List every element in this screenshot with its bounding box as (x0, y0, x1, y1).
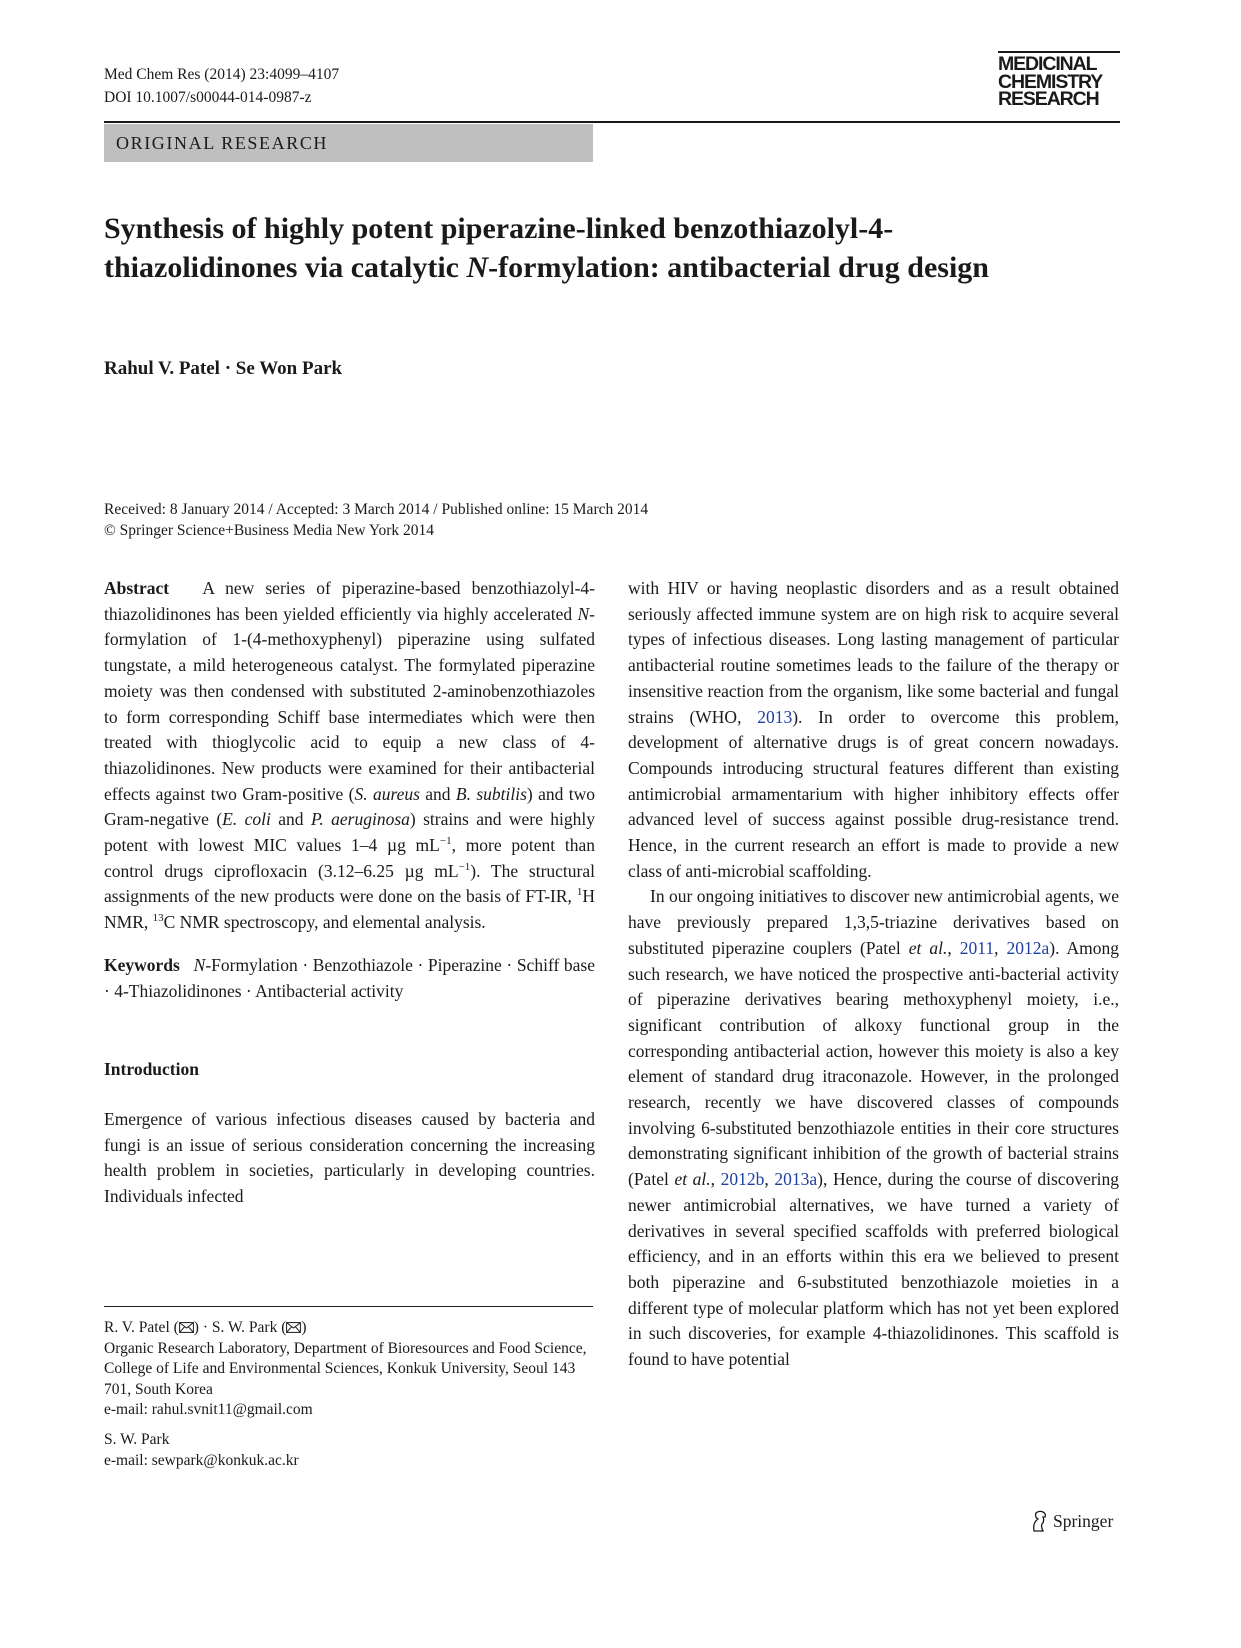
right-column (628, 576, 1119, 1373)
lab-address: Organic Research Laboratory, Department of Bioresources and Food Science, College of Life and Environmental Sciences, Konkuk University, Seoul 143 701, South Korea (104, 1339, 587, 1398)
dates-line: Received: 8 January 2014 / Accepted: 3 March 2014 / Published online: 15 March 2014 (104, 501, 649, 518)
logo-line-2: CHEMISTRY (998, 70, 1103, 93)
citation-link[interactable]: 2013 (757, 706, 793, 727)
article-title: Synthesis of highly potent piperazine-linked benzothiazolyl-4-thiazolidinones via catalytic N-formylation: antibacterial drug design (104, 212, 989, 284)
header-rule (104, 121, 1120, 123)
intro-paragraph-cont: with HIV or having neoplastic disorders and as a result obtained seriously affected immune system are on high risk to acquire several types of infectious diseases. Long lasting management of particular antibacterial routine sometimes leads to the failure of the therapy or insensitive reaction from the organism, like some bacterial and fungal strains (WHO, 2013). In order to overcome this problem, development of alternative drugs is of great concern nowadays. Compounds introducing structural features different than existing antimicrobial armamentarium with higher inhibitory effects offer advanced level of success against possible drug-resistance trend. Hence, in the current research an effort is made to provide a new class of anti-microbial scaffolding. (628, 578, 1119, 881)
keywords-label: Keywords (104, 954, 180, 975)
abstract-label: Abstract (104, 578, 170, 598)
email-1: e-mail: rahul.svnit11@gmail.com (104, 1401, 313, 1419)
keywords: Keywords N-Formylation · Benzothiazole · Piperazine · Schiff base · 4-Thiazolidinones · Antibacterial activity (104, 954, 595, 1001)
envelope-icon (179, 1322, 194, 1333)
doi-line: DOI 10.1007/s00044-014-0987-z (104, 89, 312, 106)
abstract: Abstract A new series of piperazine-based benzothiazolyl-4-thiazolidinones has been yielded efficiently via highly accelerated N-formylation of 1-(4-methoxyphenyl) piperazine using sulfated tungstate, a mild heterogeneous catalyst. The formylated piperazine moiety was then condensed with substituted 2-aminobenzothiazoles to form corresponding Schiff base intermediates which were then treated with thioglycolic acid to equip a new class of 4-thiazolidinones. New products were examined for their antibacterial effects against two Gram-positive (S. aureus and B. subtilis) and two Gram-negative (E. coli and P. aeruginosa) strains and were highly potent with lowest MIC values 1–4 µg $mL^{-1}$, more potent than control drugs ciprofloxacin (3.12–6.25 µg $mL^{-1}$). The structural assignments of the new products were done on the basis of FT-IR, $^1$H NMR, $^{13}$C NMR spectroscopy, and elemental analysis. (104, 578, 596, 933)
citation-link[interactable]: 2013a (774, 1169, 818, 1190)
publisher-name: Springer (1053, 1510, 1114, 1531)
citation-link[interactable]: 2012b (720, 1169, 765, 1190)
citation-link[interactable]: 2012a (1006, 937, 1050, 958)
intro-paragraph: Emergence of various infectious diseases caused by bacteria and fungi is an issue of serious consideration concerning the increasing health problem in societies, particularly in developing countries. Individuals infected (104, 1108, 595, 1207)
introduction-heading: Introduction (104, 1059, 199, 1080)
envelope-icon (286, 1322, 301, 1333)
journal-line: Med Chem Res (2014) 23:4099–4107 (104, 66, 340, 83)
springer-horse-icon (1030, 1510, 1048, 1532)
copyright-line: © Springer Science+Business Media New York 2014 (104, 522, 435, 539)
publisher-mark (1030, 1510, 1113, 1532)
logo-line-1: MEDICINAL (998, 53, 1097, 75)
corresponding-authors: R. V. Patel ( ) · S. W. Park ( ) (104, 1319, 307, 1336)
journal-logo (998, 51, 1120, 109)
journal-citation (104, 63, 339, 109)
authors: Rahul V. Patel · Se Won Park (104, 358, 343, 379)
citation-link[interactable]: 2011 (959, 937, 995, 958)
email-2: e-mail: sewpark@konkuk.ac.kr (104, 1451, 299, 1469)
affiliation (104, 1318, 595, 1471)
author-2-name: S. W. Park (104, 1430, 170, 1448)
section-banner: ORIGINAL RESEARCH (104, 124, 593, 162)
publication-dates (104, 499, 648, 541)
intro-paragraph-2: In our ongoing initiatives to discover new antimicrobial agents, we have previously prepared 1,3,5-triazine derivatives based on substituted piperazine couplers (Patel et al., 2011, 2012a). Among such research, we have noticed the prospective anti-bacterial activity of piperazine derivatives bearing methoxyphenyl moiety, i.e., significant contribution of alkoxy functional group in the corresponding antibacterial action, however this moiety is also a key element of standard drug itraconazole. However, in the prolonged research, recently we have discovered classes of compounds involving 6-substituted benzothiazole entities in their core structures demonstrating significant inhibition of the growth of bacterial strains (Patel et al., 2012b, 2013a), Hence, during the course of discovering newer antimicrobial alternatives, we have turned a variety of derivatives in several specified scaffolds with preferred biological efficiency, and in an efforts within this era we believed to present both piperazine and 6-substituted benzothiazole moieties in a different type of molecular platform which has not yet been explored in such discoveries, for example 4-thiazolidinones. This scaffold is found to have potential (628, 886, 1120, 1370)
logo-line-3: RESEARCH (998, 88, 1099, 110)
footnote-rule (104, 1306, 593, 1307)
left-column (104, 576, 595, 1210)
